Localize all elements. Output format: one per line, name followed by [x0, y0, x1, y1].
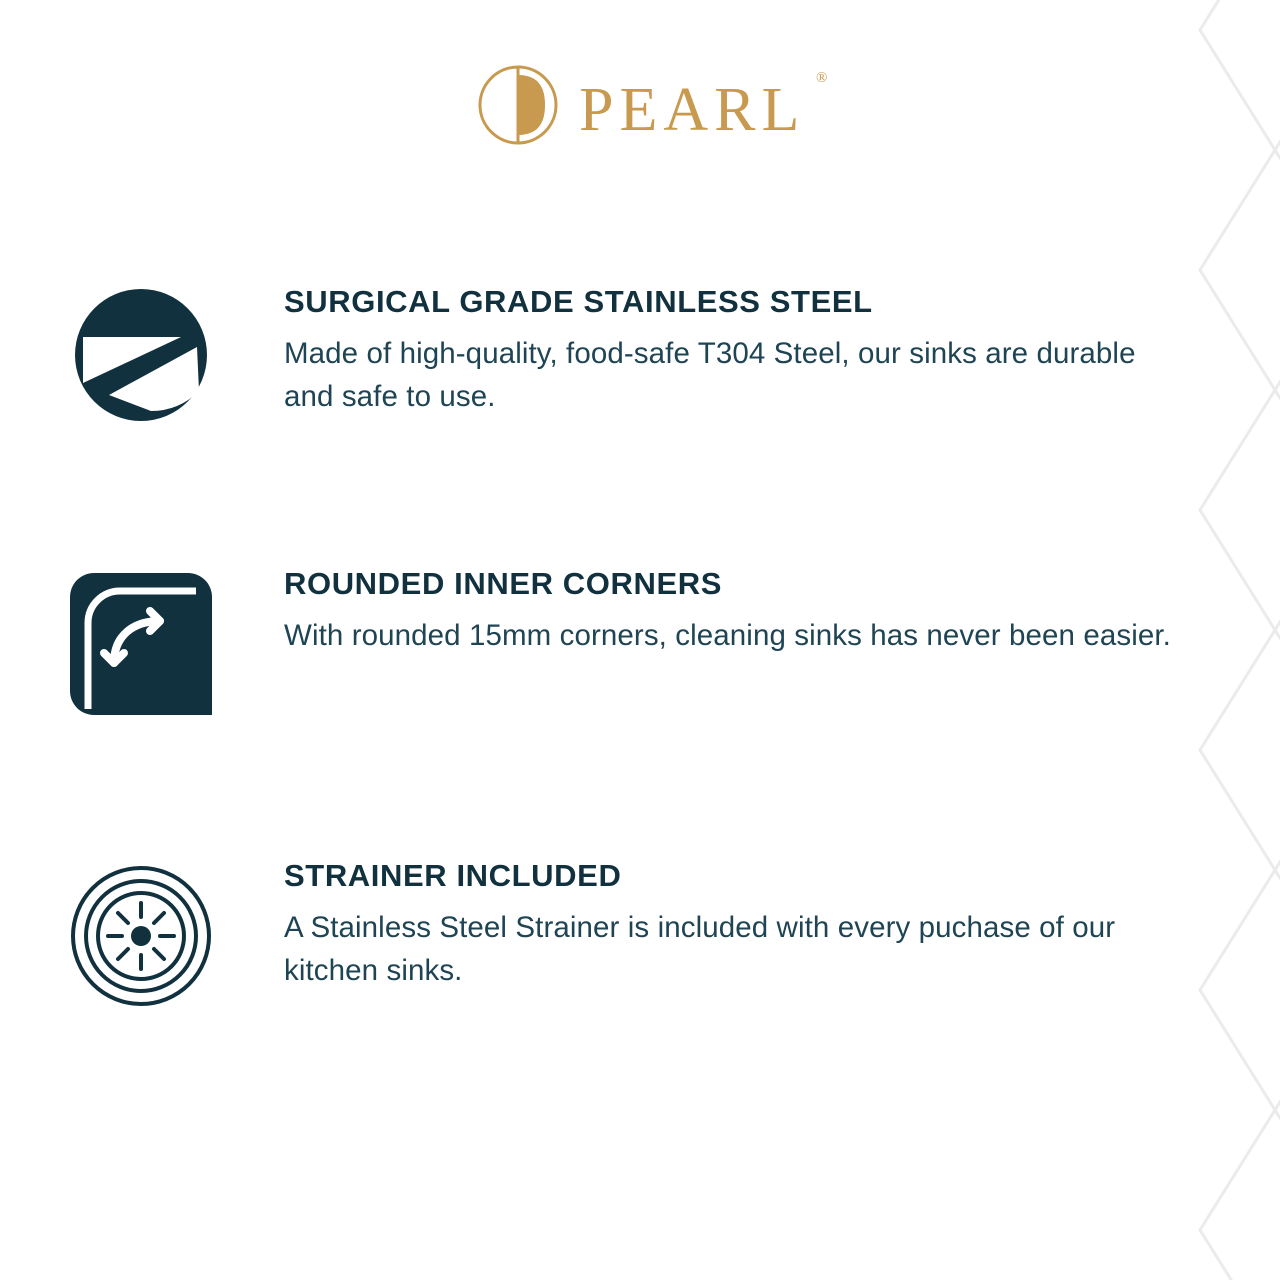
feature-description: Made of high-quality, food-safe T304 Steel, our sinks are durable and safe to use. — [284, 337, 1136, 413]
registered-mark: ® — [816, 70, 828, 86]
pearl-circle-monogram-icon — [475, 62, 561, 153]
feature-item-rounded-corners — [0, 567, 1280, 721]
feature-title: ROUNDED INNER CORNERS — [284, 566, 723, 601]
feature-title: STRAINER INCLUDED — [284, 858, 622, 893]
brand-logo — [0, 62, 1280, 153]
feature-text-strainer — [216, 841, 1280, 993]
feature-text-stainless-steel — [216, 285, 1280, 419]
feature-list — [0, 285, 1280, 1015]
sink-strainer-icon — [66, 841, 216, 1015]
feature-title: SURGICAL GRADE STAINLESS STEEL — [284, 284, 873, 319]
rounded-corner-square-icon — [66, 567, 216, 721]
feature-description: A Stainless Steel Strainer is included with every puchase of our kitchen sinks. — [284, 911, 1116, 987]
feature-text-rounded-corners — [216, 567, 1280, 658]
feature-description: With rounded 15mm corners, cleaning sinks has never been easier. — [284, 619, 1171, 653]
brand-name: PEARL — [579, 75, 806, 144]
stainless-steel-circle-icon — [66, 285, 216, 437]
feature-item-strainer — [0, 841, 1280, 1015]
feature-item-stainless-steel — [0, 285, 1280, 437]
